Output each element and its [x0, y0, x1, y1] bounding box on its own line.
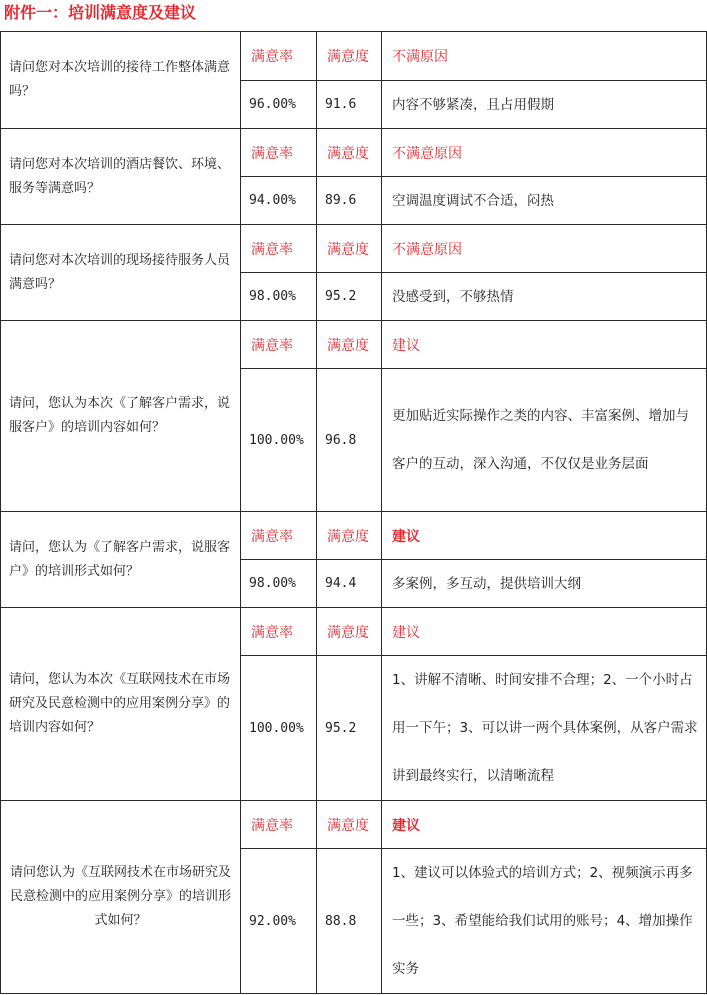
- question-cell: 请问，您认为《了解客户需求，说服客户》的培训形式如何？: [1, 512, 241, 608]
- question-cell: 请问您对本次培训的酒店餐饮、环境、服务等满意吗？: [1, 129, 241, 225]
- table-row: [1, 129, 707, 177]
- note-cell: 1、讲解不清晰、时间安排不合理；2、一个小时占用一下午；3、可以讲一两个具体案例，从客户需求讲到最终实行，以清晰流程: [382, 656, 707, 801]
- header-rate: 满意率: [241, 225, 317, 273]
- header-rate: 满意率: [241, 608, 317, 656]
- question-cell: 请问您对本次培训的接待工作整体满意吗？: [1, 32, 241, 129]
- score-value: 95.2: [317, 273, 382, 321]
- header-rate: 满意率: [241, 129, 317, 177]
- note-cell: 多案例，多互动，提供培训大纲: [382, 560, 707, 608]
- satisfaction-table: [0, 31, 707, 994]
- header-reason: 建议: [382, 321, 707, 369]
- question-cell: 请问您认为《互联网技术在市场研究及民意检测中的应用案例分享》的培训形式如何？: [1, 801, 241, 994]
- rate-value: 92.00%: [241, 849, 317, 994]
- question-cell: 请问您对本次培训的现场接待服务人员满意吗？: [1, 225, 241, 321]
- question-cell: 请问，您认为本次《互联网技术在市场研究及民意检测中的应用案例分享》的培训内容如何？: [1, 608, 241, 801]
- rate-value: 98.00%: [241, 273, 317, 321]
- header-reason: 建议: [382, 608, 707, 656]
- header-score: 满意度: [317, 225, 382, 273]
- header-rate: 满意率: [241, 801, 317, 849]
- header-score: 满意度: [317, 608, 382, 656]
- rate-value: 96.00%: [241, 81, 317, 129]
- table-row: [1, 608, 707, 656]
- header-reason: 不满意原因: [382, 129, 707, 177]
- header-reason: 不满原因: [382, 32, 707, 81]
- note-cell: 空调温度调试不合适，闷热: [382, 177, 707, 225]
- score-value: 91.6: [317, 81, 382, 129]
- header-score: 满意度: [317, 321, 382, 369]
- score-value: 89.6: [317, 177, 382, 225]
- header-score: 满意度: [317, 32, 382, 81]
- header-score: 满意度: [317, 801, 382, 849]
- table-row: [1, 801, 707, 849]
- score-value: 94.4: [317, 560, 382, 608]
- page-title: 附件一：培训满意度及建议: [4, 3, 197, 22]
- header-rate: 满意率: [241, 32, 317, 81]
- rate-value: 100.00%: [241, 369, 317, 512]
- header-score: 满意度: [317, 512, 382, 560]
- question-cell: 请问，您认为本次《了解客户需求，说服客户》的培训内容如何？: [1, 321, 241, 512]
- header-reason: 建议: [382, 801, 707, 849]
- rate-value: 94.00%: [241, 177, 317, 225]
- score-value: 88.8: [317, 849, 382, 994]
- header-score: 满意度: [317, 129, 382, 177]
- table-row: [1, 512, 707, 560]
- table-row: [1, 225, 707, 273]
- note-cell: 更加贴近实际操作之类的内容、丰富案例、增加与客户的互动，深入沟通，不仅仅是业务层面: [382, 369, 707, 512]
- score-value: 96.8: [317, 369, 382, 512]
- rate-value: 98.00%: [241, 560, 317, 608]
- header-rate: 满意率: [241, 321, 317, 369]
- rate-value: 100.00%: [241, 656, 317, 801]
- note-cell: 没感受到，不够热情: [382, 273, 707, 321]
- header-rate: 满意率: [241, 512, 317, 560]
- table-row: [1, 321, 707, 369]
- header-reason: 不满意原因: [382, 225, 707, 273]
- header-reason: 建议: [382, 512, 707, 560]
- note-cell: 内容不够紧凑，且占用假期: [382, 81, 707, 129]
- table-row: [1, 32, 707, 81]
- score-value: 95.2: [317, 656, 382, 801]
- note-cell: 1、建议可以体验式的培训方式；2、视频演示再多一些；3、希望能给我们试用的账号；4、增加操作实务: [382, 849, 707, 994]
